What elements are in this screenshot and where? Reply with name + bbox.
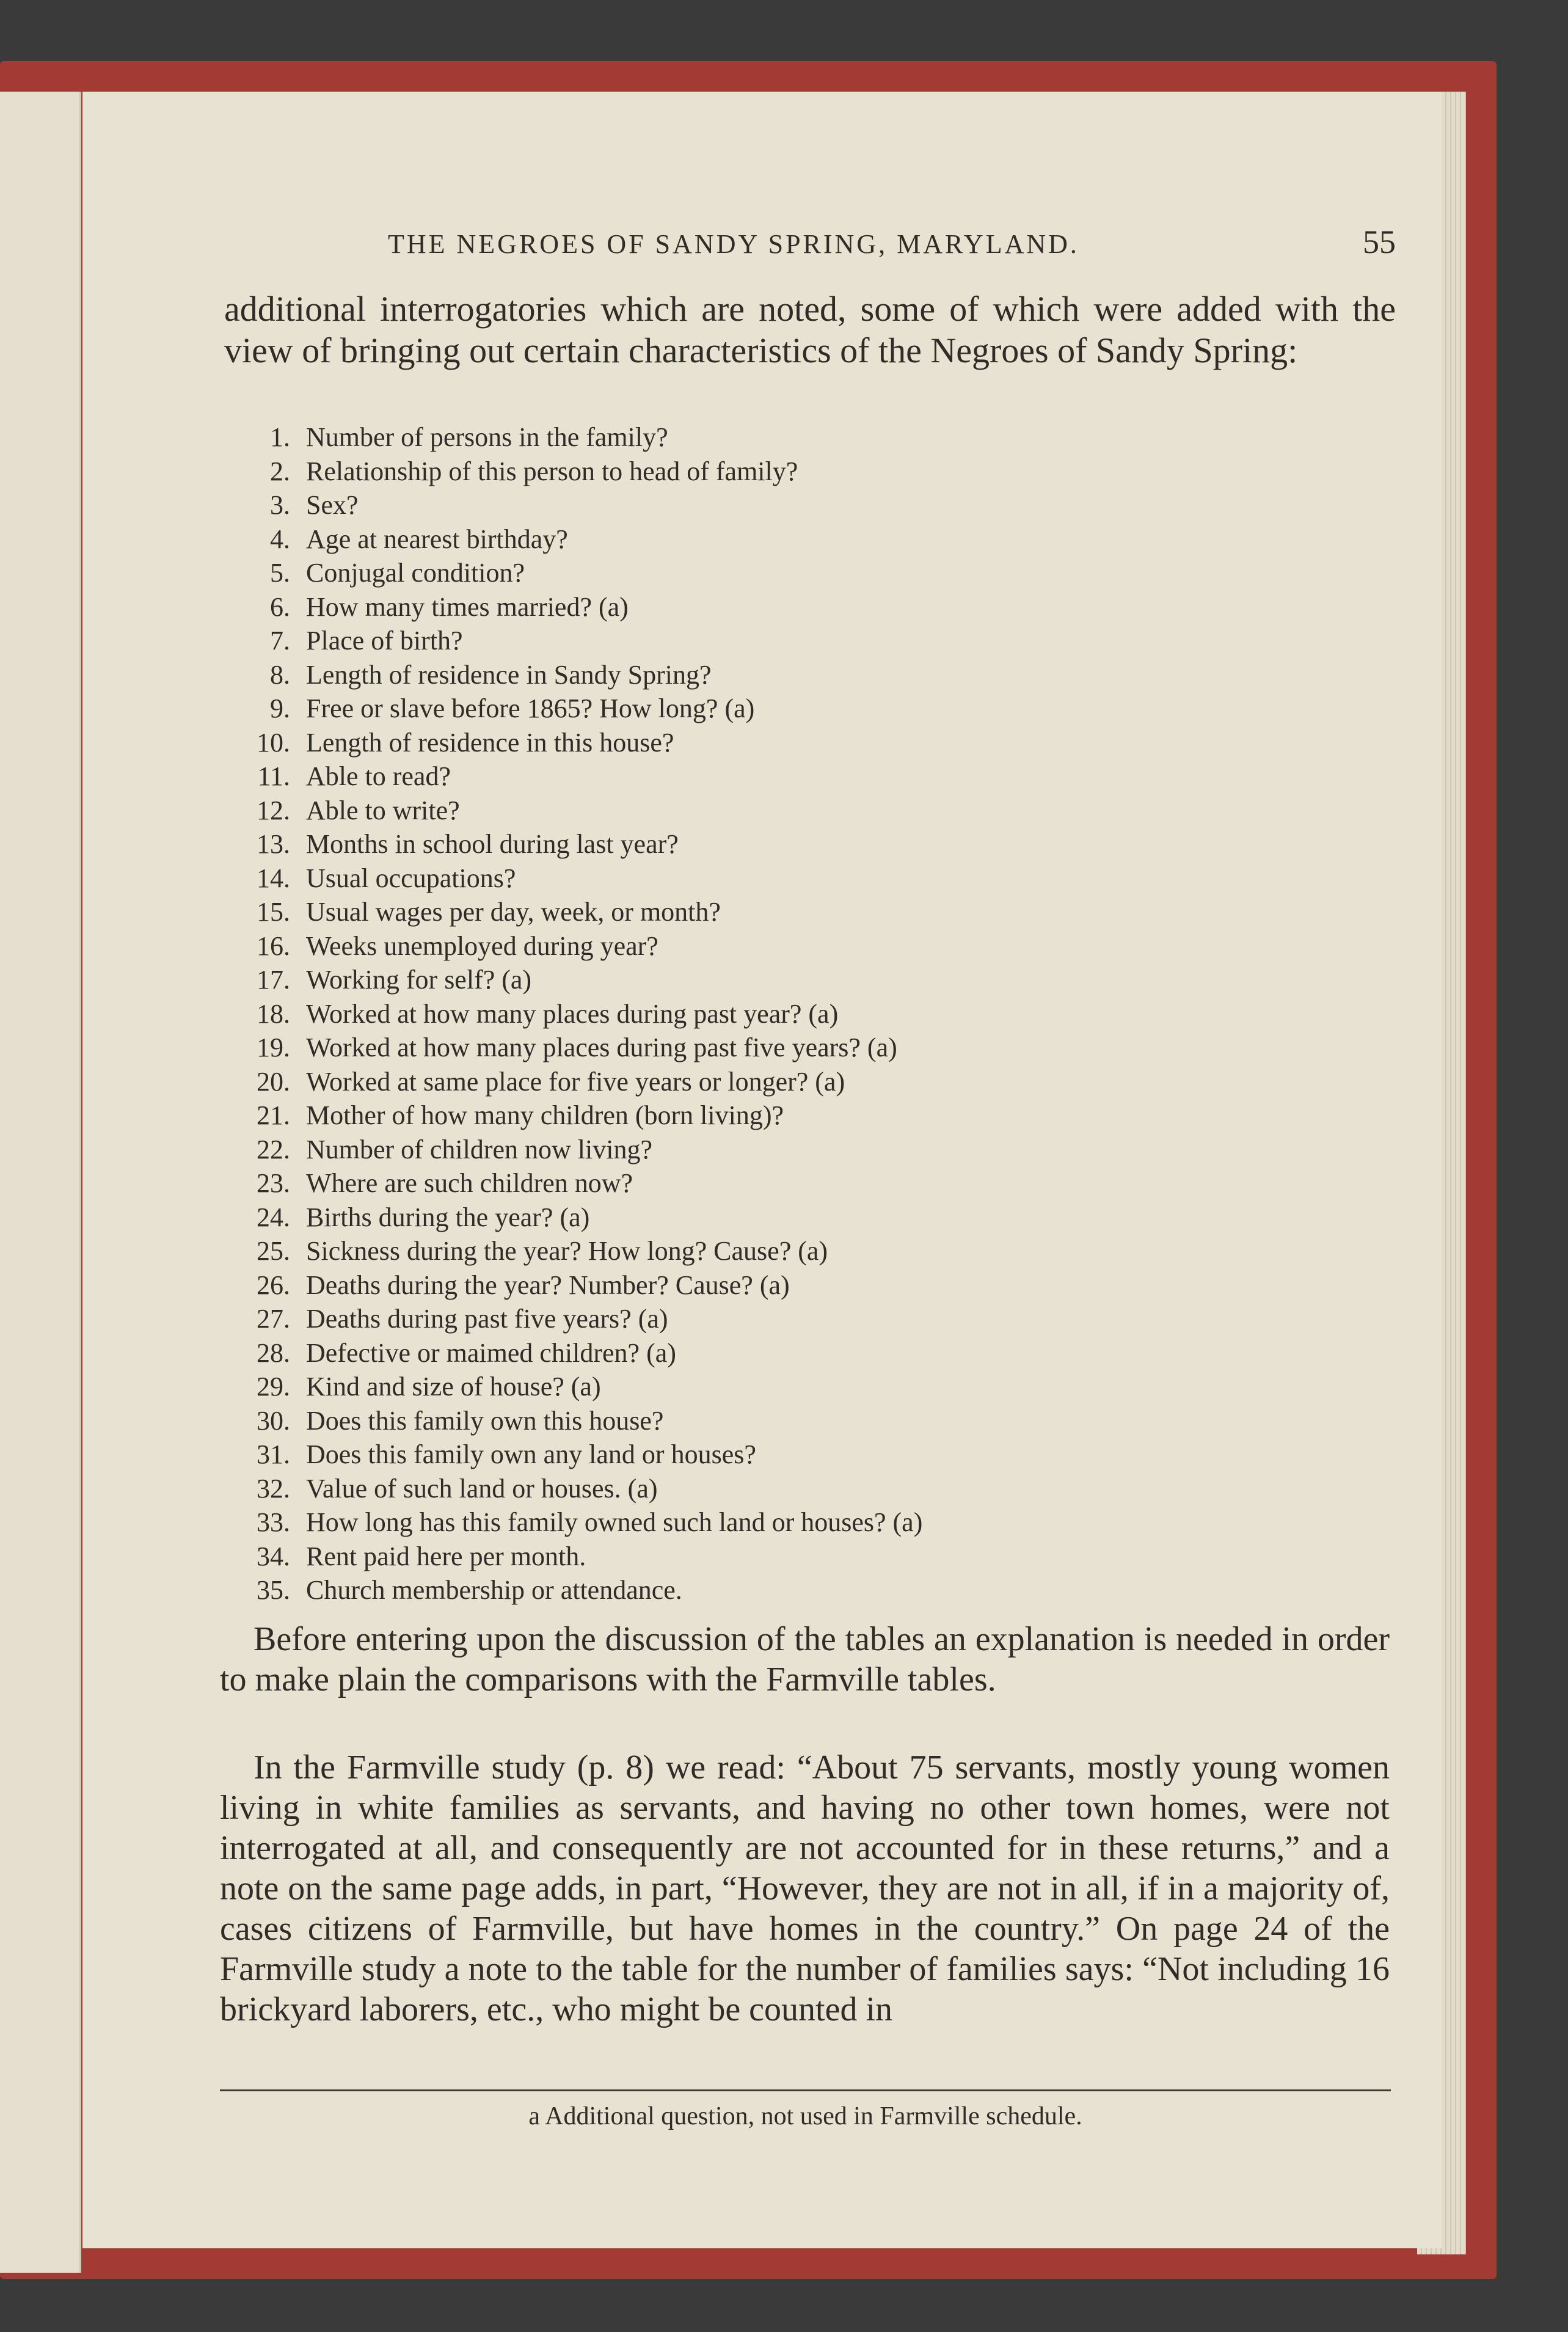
question-number: 34. [257, 1541, 290, 1571]
question-number: 2. [270, 456, 290, 486]
question-text: Church membership or attendance. [306, 1575, 682, 1605]
question-number: 6. [270, 591, 290, 622]
question-text: Months in school during last year? [306, 829, 679, 859]
question-text: Number of children now living? [306, 1134, 652, 1164]
question-text: Kind and size of house? (a) [306, 1372, 601, 1402]
question-text: Rent paid here per month. [306, 1541, 586, 1571]
question-item [229, 761, 1359, 795]
question-number: 19. [257, 1033, 290, 1062]
left-page-edge [0, 92, 81, 2273]
question-number: 33. [257, 1507, 290, 1537]
question-text: How long has this family owned such land or houses? (a) [306, 1507, 923, 1537]
question-text: Able to read? [306, 761, 451, 791]
page-number: 55 [1363, 224, 1396, 260]
question-text: Free or slave before 1865? How long? (a) [306, 693, 755, 723]
question-text: Length of residence in this house? [306, 727, 674, 758]
question-item [229, 489, 1359, 524]
question-number: 24. [257, 1202, 290, 1232]
question-item [229, 1235, 1359, 1270]
question-number: 35. [257, 1575, 290, 1605]
question-number: 5. [270, 558, 290, 588]
question-number: 26. [257, 1270, 290, 1300]
question-item [229, 591, 1359, 626]
question-item [229, 693, 1359, 727]
footnote: a Additional question, not used in Farmville schedule. [528, 2102, 1082, 2130]
question-item [229, 1303, 1359, 1337]
question-number: 29. [257, 1372, 290, 1402]
question-text: Able to write? [306, 795, 460, 825]
question-text: Defective or maimed children? (a) [306, 1337, 676, 1368]
question-item [229, 1337, 1359, 1372]
question-item [229, 524, 1359, 558]
question-item [229, 1371, 1359, 1405]
question-number: 14. [257, 863, 290, 893]
book-page [82, 92, 1442, 2248]
question-text: Births during the year? (a) [306, 1202, 590, 1232]
question-number: 4. [270, 524, 290, 554]
question-item [229, 1100, 1359, 1134]
question-number: 15. [257, 897, 290, 927]
question-item [229, 1134, 1359, 1168]
question-text: Relationship of this person to head of family? [306, 456, 798, 486]
question-item [229, 557, 1359, 591]
question-text: Sickness during the year? How long? Cause? (a) [306, 1236, 828, 1266]
question-item [229, 1032, 1359, 1066]
question-number: 21. [257, 1100, 290, 1130]
question-item [229, 998, 1359, 1033]
question-item [229, 1507, 1359, 1541]
question-item [229, 1066, 1359, 1100]
question-number: 7. [270, 626, 290, 656]
question-text: Length of residence in Sandy Spring? [306, 659, 712, 690]
question-number: 9. [270, 693, 290, 723]
question-text: Deaths during past five years? (a) [306, 1304, 668, 1334]
question-item [229, 1439, 1359, 1473]
question-number: 11. [257, 761, 290, 791]
question-number: 27. [257, 1304, 290, 1334]
question-number: 18. [257, 998, 290, 1029]
question-text: Working for self? (a) [306, 965, 532, 995]
question-item [229, 896, 1359, 930]
question-item [229, 1473, 1359, 1507]
question-number: 13. [257, 829, 290, 859]
question-text: Age at nearest birthday? [306, 524, 568, 554]
question-text: Usual occupations? [306, 863, 516, 893]
question-item [229, 1574, 1359, 1609]
question-item [229, 659, 1359, 693]
question-text: Place of birth? [306, 626, 463, 656]
question-text: Value of such land or houses. (a) [306, 1473, 658, 1504]
question-text: Number of persons in the family? [306, 422, 668, 452]
question-number: 30. [257, 1405, 290, 1436]
question-item [229, 863, 1359, 897]
question-item [229, 795, 1359, 829]
question-text: Usual wages per day, week, or month? [306, 897, 721, 927]
question-item [229, 625, 1359, 659]
question-item [229, 727, 1359, 761]
question-number: 17. [257, 965, 290, 995]
question-text: Does this family own this house? [306, 1405, 664, 1436]
question-number: 22. [257, 1134, 290, 1164]
question-number: 8. [270, 659, 290, 690]
question-text: Sex? [306, 490, 359, 520]
question-number: 32. [257, 1473, 290, 1504]
question-text: Conjugal condition? [306, 558, 525, 588]
question-text: Mother of how many children (born living)? [306, 1100, 784, 1130]
question-number: 1. [270, 422, 290, 452]
question-number: 3. [270, 490, 290, 520]
question-text: Worked at same place for five years or longer? (a) [306, 1066, 845, 1097]
question-item [229, 1541, 1359, 1575]
question-number: 28. [257, 1337, 290, 1368]
question-item [229, 930, 1359, 965]
running-head [388, 223, 1396, 261]
question-item [229, 828, 1359, 863]
intro-paragraph: additional interrogatories which are noted, some of which were added with the view of bringing out certain characteristics of the Negroes of Sandy Spring: [224, 289, 1396, 370]
question-text: Weeks unemployed during year? [306, 930, 658, 961]
question-number: 16. [257, 930, 290, 961]
question-text: Worked at how many places during past year? (a) [306, 998, 839, 1029]
question-number: 31. [257, 1439, 290, 1469]
question-text: Does this family own any land or houses? [306, 1439, 756, 1469]
question-item [229, 1270, 1359, 1304]
question-item [229, 964, 1359, 998]
paragraph-farmville-study: In the Farmville study (p. 8) we read: “About 75 servants, mostly young women living in white families as servants, and having no other town homes, were not interrogated at all, and consequently are not accounted for in these returns,” and a note on the same page adds, in part, “However, they are not in all, if in a majority of, cases citizens of Farmville, but have homes in the country.” On page 24 of the Farmville study a note to the table for the number of families says: “Not including 16 brickyard laborers, etc., who might be counted in [220, 1749, 1390, 2028]
paragraph-explanation: Before entering upon the discussion of the tables an explanation is needed in order to make plain the comparisons with the Farmville tables. [220, 1620, 1390, 1698]
footnote-divider [220, 2089, 1391, 2091]
question-item [229, 456, 1359, 490]
question-list [229, 422, 1359, 1609]
question-item [229, 1168, 1359, 1202]
question-number: 25. [257, 1236, 290, 1266]
question-item [229, 422, 1359, 456]
question-number: 10. [257, 727, 290, 758]
question-text: Worked at how many places during past five years? (a) [306, 1033, 897, 1062]
question-number: 20. [257, 1066, 290, 1097]
question-item [229, 1202, 1359, 1236]
question-number: 12. [257, 795, 290, 825]
question-text: How many times married? (a) [306, 591, 629, 622]
question-number: 23. [257, 1168, 290, 1198]
running-title: THE NEGROES OF SANDY SPRING, MARYLAND. [388, 229, 1079, 259]
question-text: Deaths during the year? Number? Cause? (a) [306, 1270, 790, 1300]
question-text: Where are such children now? [306, 1168, 633, 1198]
question-item [229, 1405, 1359, 1439]
